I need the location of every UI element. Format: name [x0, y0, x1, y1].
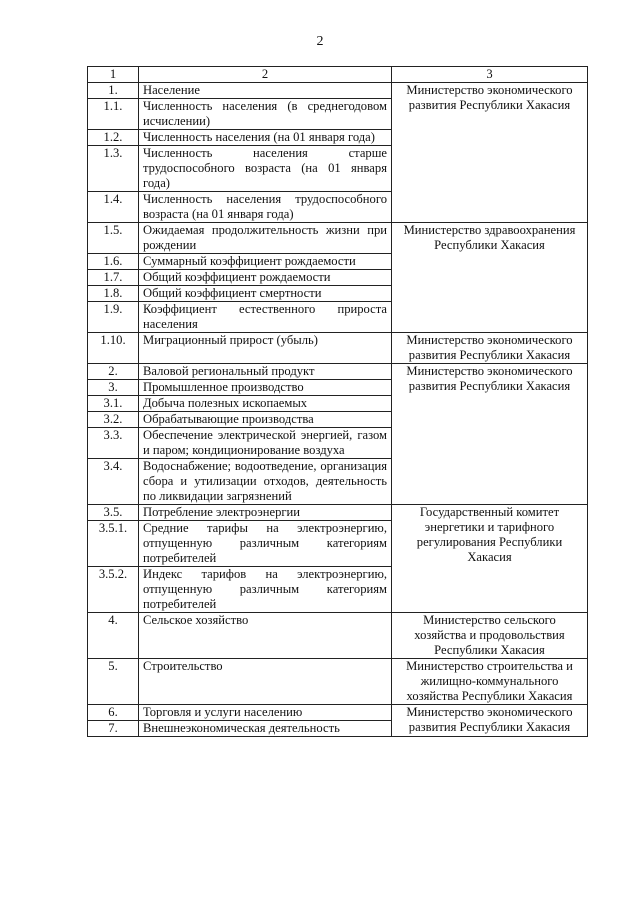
row-number: 3.: [88, 380, 139, 396]
row-indicator: Численность населения (на 01 января года): [139, 130, 392, 146]
responsible-ministry: Министерство экономического развития Республики Хакасия: [392, 705, 588, 737]
row-indicator: Обрабатывающие производства: [139, 412, 392, 428]
row-number: 1.: [88, 83, 139, 99]
row-indicator: Промышленное производство: [139, 380, 392, 396]
row-number: 2.: [88, 364, 139, 380]
row-indicator: Коэффициент естественного прироста населения: [139, 302, 392, 333]
responsible-ministry: Министерство экономического развития Республики Хакасия: [392, 364, 588, 505]
row-number: 1.10.: [88, 333, 139, 364]
row-indicator: Население: [139, 83, 392, 99]
responsible-ministry: Министерство сельского хозяйства и продовольствия Республики Хакасия: [392, 613, 588, 659]
responsible-ministry: Государственный комитет энергетики и тарифного регулирования Республики Хакасия: [392, 505, 588, 613]
row-indicator: Численность населения трудоспособного возраста (на 01 января года): [139, 192, 392, 223]
row-indicator: Строительство: [139, 659, 392, 705]
row-indicator: Численность населения старше трудоспособного возраста (на 01 января года): [139, 146, 392, 192]
row-indicator: Численность населения (в среднегодовом исчислении): [139, 99, 392, 130]
row-number: 3.2.: [88, 412, 139, 428]
row-number: 1.5.: [88, 223, 139, 254]
row-number: 1.1.: [88, 99, 139, 130]
row-number: 3.5.2.: [88, 567, 139, 613]
indicator-table: [87, 66, 588, 737]
table-row: [88, 223, 588, 254]
row-number: 1.2.: [88, 130, 139, 146]
row-indicator: Индекс тарифов на электроэнергию, отпущенную различным категориям потребителей: [139, 567, 392, 613]
row-indicator: Потребление электроэнергии: [139, 505, 392, 521]
row-indicator: Водоснабжение; водоотведение, организация сбора и утилизации отходов, деятельность по ликвидации загрязнений: [139, 459, 392, 505]
row-number: 3.5.1.: [88, 521, 139, 567]
row-number: 1.3.: [88, 146, 139, 192]
row-indicator: Ожидаемая продолжительность жизни при рождении: [139, 223, 392, 254]
row-number: 5.: [88, 659, 139, 705]
row-indicator: Обеспечение электрической энергией, газом и паром; кондиционирование воздуха: [139, 428, 392, 459]
row-indicator: Общий коэффициент смертности: [139, 286, 392, 302]
header-col-1: 1: [88, 67, 139, 83]
responsible-ministry: Министерство экономического развития Республики Хакасия: [392, 333, 588, 364]
row-number: 1.8.: [88, 286, 139, 302]
row-number: 6.: [88, 705, 139, 721]
row-number: 1.7.: [88, 270, 139, 286]
responsible-ministry: Министерство здравоохранения Республики Хакасия: [392, 223, 588, 333]
row-number: 3.1.: [88, 396, 139, 412]
row-number: 3.5.: [88, 505, 139, 521]
responsible-ministry: Министерство строительства и жилищно-коммунального хозяйства Республики Хакасия: [392, 659, 588, 705]
row-number: 3.4.: [88, 459, 139, 505]
row-number: 1.9.: [88, 302, 139, 333]
row-number: 3.3.: [88, 428, 139, 459]
table-row: [88, 659, 588, 705]
table-header-row: [88, 67, 588, 83]
row-indicator: Общий коэффициент рождаемости: [139, 270, 392, 286]
page-number: 2: [316, 34, 324, 49]
row-number: 4.: [88, 613, 139, 659]
row-number: 7.: [88, 721, 139, 737]
responsible-ministry: Министерство экономического развития Республики Хакасия: [392, 83, 588, 223]
table-row: [88, 83, 588, 99]
row-indicator: Внешнеэкономическая деятельность: [139, 721, 392, 737]
table-row: [88, 705, 588, 721]
row-indicator: Миграционный прирост (убыль): [139, 333, 392, 364]
row-indicator: Торговля и услуги населению: [139, 705, 392, 721]
row-indicator: Суммарный коэффициент рождаемости: [139, 254, 392, 270]
row-indicator: Валовой региональный продукт: [139, 364, 392, 380]
row-number: 1.4.: [88, 192, 139, 223]
table-row: [88, 505, 588, 521]
header-col-3: 3: [392, 67, 588, 83]
row-number: 1.6.: [88, 254, 139, 270]
table-row: [88, 613, 588, 659]
table-row: [88, 333, 588, 364]
row-indicator: Средние тарифы на электроэнергию, отпущенную различным категориям потребителей: [139, 521, 392, 567]
header-col-2: 2: [139, 67, 392, 83]
row-indicator: Сельское хозяйство: [139, 613, 392, 659]
row-indicator: Добыча полезных ископаемых: [139, 396, 392, 412]
table-row: [88, 364, 588, 380]
